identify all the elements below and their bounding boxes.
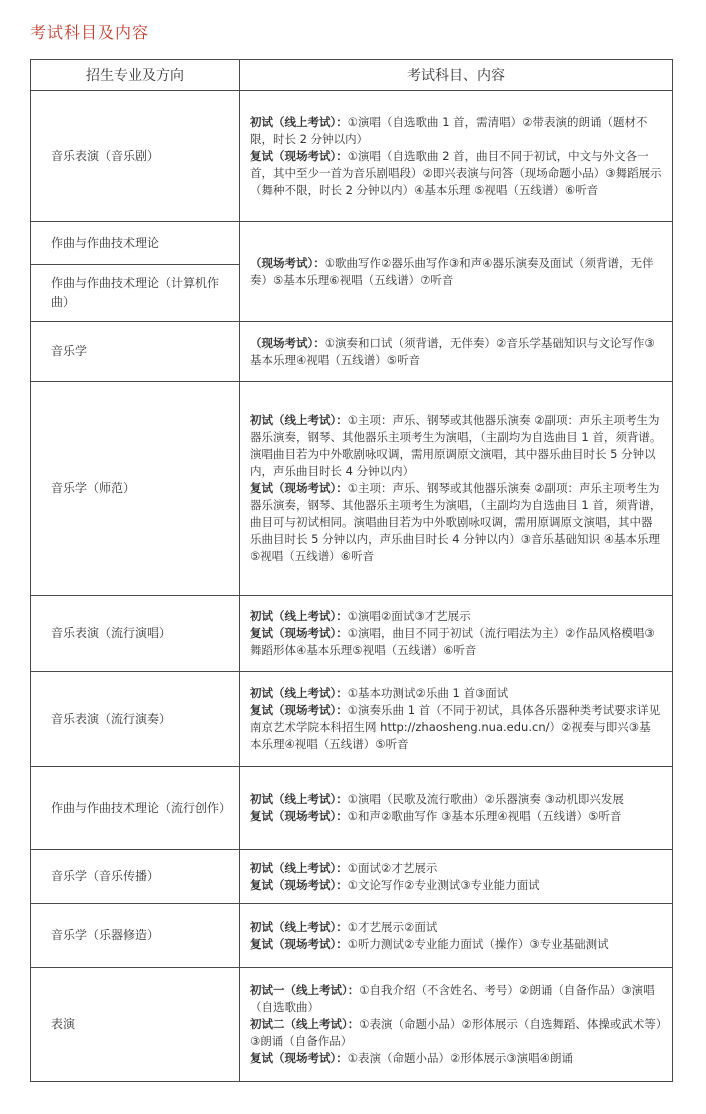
exam-line xyxy=(250,255,662,289)
exam-line xyxy=(250,148,662,199)
exam-detail: ①表演（命题小品）②形体展示③演唱④朗诵 xyxy=(347,1051,573,1065)
exam-detail: ①演唱（自选歌曲 1 首，需清唱）②带表演的朗诵（题材不限，时长 2 分钟以内） xyxy=(250,114,648,146)
exam-stage-label: 初试（线上考试）： xyxy=(250,609,348,623)
exam-stage-label: 复试（现场考试）： xyxy=(250,481,348,495)
exam-detail: ①主项：声乐、钢琴或其他器乐演奏 ②副项：声乐主项考生为器乐演奏，钢琴、其他器乐主项考生为演唱，（主副均为自选曲目 1 首，须背谱。演唱曲目若为中外歌剧咏叹调，需用原调原文演唱，其中器乐曲目时长 5 分钟以内，声乐曲目时长 4 分钟以内） xyxy=(250,413,662,478)
exam-detail: ①和声②歌曲写作 ③基本乐理④视唱（五线谱）⑤听音 xyxy=(347,809,622,823)
exam-stage-label: 初试（线上考试）： xyxy=(250,792,348,806)
exam-detail: ①演奏乐曲 1 首（不同于初试，具体各乐器种类考试要求详见南京艺术学院本科招生网 http://zhaosheng.nua.edu.cn/）②视奏与即兴③基本乐理④视唱（五线谱）⑤听音 xyxy=(250,703,661,751)
exam-detail: ①面试②才艺展示 xyxy=(347,860,438,875)
major-cell: 音乐学（师范） xyxy=(31,382,240,596)
exam-stage-label: 初试一（线上考试）： xyxy=(250,983,360,997)
exam-detail: ①才艺展示②面试 xyxy=(347,919,438,934)
exam-stage-label: 初试（线上考试）： xyxy=(250,413,348,427)
exam-line xyxy=(250,685,662,702)
major-cell: 音乐表演（流行演奏） xyxy=(31,672,240,767)
exam-stage-label: 复试（现场考试）： xyxy=(250,877,348,892)
exam-stage-label: 初试（线上考试）： xyxy=(250,860,348,875)
page-title: 考试科目及内容 xyxy=(30,23,150,42)
exam-detail: ①听力测试②专业能力面试（操作）③专业基础测试 xyxy=(347,936,609,951)
exam-detail: ①歌曲写作②器乐曲写作③和声④器乐演奏及面试（须背谱，无伴奏）⑤基本乐理⑥视唱（五线谱）⑦听音 xyxy=(250,255,654,287)
content-cell xyxy=(240,904,673,968)
table-row xyxy=(31,672,673,767)
exam-line xyxy=(250,860,662,877)
table-header-row xyxy=(31,60,673,91)
exam-detail: ①演奏和口试（须背谱，无伴奏）②音乐学基础知识与文论写作③基本乐理④视唱（五线谱）⑤听音 xyxy=(250,335,655,367)
exam-stage-label: （现场考试）： xyxy=(250,255,325,270)
exam-stage-label: 复试（现场考试）： xyxy=(250,809,348,823)
major-cell: 音乐学（乐器修造） xyxy=(31,904,240,968)
exam-detail: ①基本功测试②乐曲 1 首③面试 xyxy=(347,686,509,700)
exam-stage-label: 初试二（线上考试）： xyxy=(250,1017,360,1031)
content-cell xyxy=(240,968,673,1082)
content-cell xyxy=(240,596,673,672)
content-cell xyxy=(240,672,673,767)
exam-line xyxy=(250,791,662,808)
exam-line xyxy=(250,480,662,565)
exam-stage-label: 初试（线上考试）： xyxy=(250,114,348,129)
exam-stage-label: 初试（线上考试）： xyxy=(250,919,348,934)
exam-line xyxy=(250,608,662,625)
content-cell xyxy=(240,382,673,596)
exam-line xyxy=(250,702,662,753)
major-cell: 音乐表演（音乐剧） xyxy=(31,91,240,222)
table-row xyxy=(31,904,673,968)
major-cell: 作曲与作曲技术理论（计算机作曲） xyxy=(31,265,240,322)
exam-line xyxy=(250,335,662,369)
content-cell xyxy=(240,767,673,850)
exam-line xyxy=(250,808,662,825)
table-row xyxy=(31,596,673,672)
table-row xyxy=(31,91,673,222)
table-row xyxy=(31,968,673,1082)
content-cell xyxy=(240,91,673,222)
exam-line xyxy=(250,625,662,659)
exam-line xyxy=(250,919,662,936)
content-cell xyxy=(240,850,673,904)
major-cell: 音乐表演（流行演唱） xyxy=(31,596,240,672)
exam-stage-label: 复试（现场考试）： xyxy=(250,148,348,163)
exam-line xyxy=(250,412,662,480)
exam-detail: ①演唱（民歌及流行歌曲）②乐器演奏 ③动机即兴发展 xyxy=(347,792,624,806)
exam-stage-label: 复试（现场考试）： xyxy=(250,1051,348,1065)
exam-stage-label: 复试（现场考试）： xyxy=(250,936,348,951)
header-content: 考试科目、内容 xyxy=(240,60,673,91)
exam-detail: ①文论写作②专业测试③专业能力面试 xyxy=(347,877,540,892)
exam-detail: ①演唱（自选歌曲 2 首，曲目不同于初试，中文与外文各一首，其中至少一首为音乐剧唱段）②即兴表演与问答（现场命题小品）③舞蹈展示（舞种不限，时长 2 分钟以内）④基本乐理 ⑤视唱（五线谱）⑥听音 xyxy=(250,148,662,197)
major-cell: 作曲与作曲技术理论（流行创作） xyxy=(31,767,240,850)
table-row xyxy=(31,322,673,382)
subjects-table xyxy=(30,59,673,1082)
exam-detail: ①主项：声乐、钢琴或其他器乐演奏 ②副项：声乐主项考生为器乐演奏，钢琴、其他器乐主项考生为演唱，（主副均为自选曲目 1 首，须背谱，曲目可与初试相同。演唱曲目若为中外歌剧咏叹调，需用原调原文演唱，其中器乐曲目时长 5 分钟以内，声乐曲目时长 4 分钟以内）③音乐基础知识 ④基本乐理 ⑤视唱（五线谱）⑥听音 xyxy=(250,481,662,563)
exam-stage-label: 初试（线上考试）： xyxy=(250,686,348,700)
exam-stage-label: 复试（现场考试）： xyxy=(250,626,348,640)
exam-detail: ①自我介绍（不含姓名、考号）②朗诵（自备作品）③演唱（自选歌曲） xyxy=(250,983,655,1014)
exam-stage-label: （现场考试）： xyxy=(250,335,325,350)
exam-detail: ①演唱，曲目不同于初试（流行唱法为主）②作品风格模唱③舞蹈形体④基本乐理⑤视唱（五线谱）⑥听音 xyxy=(250,626,655,657)
major-cell: 音乐学 xyxy=(31,322,240,382)
exam-line xyxy=(250,982,662,1016)
major-cell: 作曲与作曲技术理论 xyxy=(31,222,240,265)
exam-stage-label: 复试（现场考试）： xyxy=(250,703,348,717)
exam-line xyxy=(250,1050,662,1067)
table-row xyxy=(31,850,673,904)
table-row xyxy=(31,767,673,850)
exam-line xyxy=(250,877,662,894)
exam-detail: ①演唱②面试③才艺展示 xyxy=(347,609,471,623)
content-cell xyxy=(240,322,673,382)
exam-line xyxy=(250,1016,662,1050)
exam-detail: ①表演（命题小品）②形体展示（自选舞蹈、体操或武术等）③朗诵（自备作品） xyxy=(250,1017,662,1048)
exam-line xyxy=(250,114,662,148)
major-cell: 音乐学（音乐传播） xyxy=(31,850,240,904)
table-row xyxy=(31,382,673,596)
major-cell: 表演 xyxy=(31,968,240,1082)
exam-line xyxy=(250,936,662,953)
content-cell xyxy=(240,222,673,322)
table-row xyxy=(31,222,673,265)
header-major: 招生专业及方向 xyxy=(31,60,240,91)
